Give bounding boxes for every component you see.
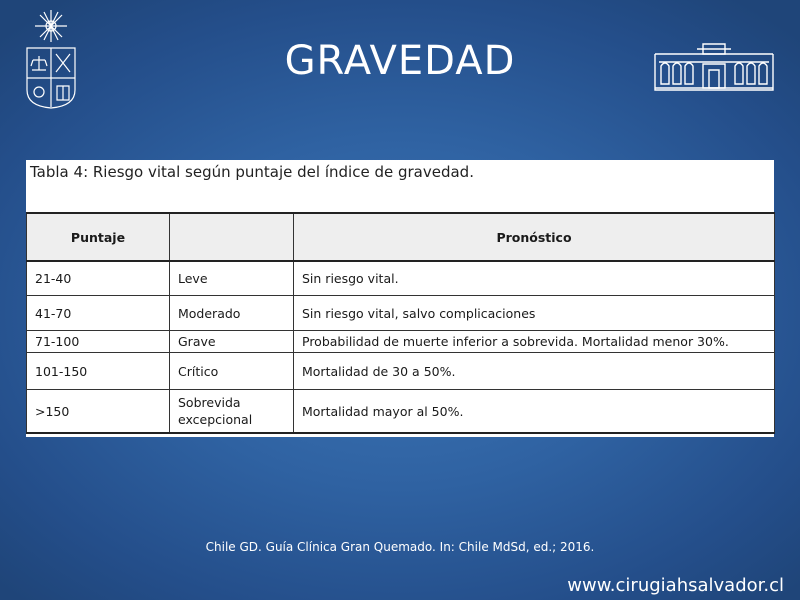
table-row xyxy=(27,390,775,434)
cell-category: Leve xyxy=(170,261,294,296)
header-category xyxy=(170,213,294,261)
cell-score: 41-70 xyxy=(27,296,170,331)
cell-prognosis: Sin riesgo vital. xyxy=(294,261,775,296)
cell-score: 71-100 xyxy=(27,331,170,353)
cell-prognosis: Mortalidad mayor al 50%. xyxy=(294,390,775,434)
header-pronostico: Pronóstico xyxy=(294,213,775,261)
citation: Chile GD. Guía Clínica Gran Quemado. In: Chile MdSd, ed.; 2016. xyxy=(205,540,595,554)
website-link[interactable]: www.cirugiahsalvador.cl xyxy=(567,575,784,596)
cell-prognosis: Mortalidad de 30 a 50%. xyxy=(294,353,775,390)
cell-category: Sobrevida excepcional xyxy=(170,390,294,434)
table-row xyxy=(27,331,775,353)
cell-category: Crítico xyxy=(170,353,294,390)
table-row xyxy=(27,296,775,331)
cell-prognosis: Probabilidad de muerte inferior a sobrevida. Mortalidad menor 30%. xyxy=(294,331,775,353)
table-caption: Tabla 4: Riesgo vital según puntaje del índice de gravedad. xyxy=(30,163,474,181)
table-row xyxy=(27,353,775,390)
cell-category: Grave xyxy=(170,331,294,353)
cell-prognosis: Sin riesgo vital, salvo complicaciones xyxy=(294,296,775,331)
cell-score: 101-150 xyxy=(27,353,170,390)
cell-score: >150 xyxy=(27,390,170,434)
table-row xyxy=(27,261,775,296)
cell-category: Moderado xyxy=(170,296,294,331)
table-header-row xyxy=(27,213,775,261)
severity-table-card xyxy=(26,160,774,437)
header-puntaje: Puntaje xyxy=(27,213,170,261)
slide-title: GRAVEDAD xyxy=(284,38,516,84)
cell-score: 21-40 xyxy=(27,261,170,296)
severity-table xyxy=(26,212,775,434)
